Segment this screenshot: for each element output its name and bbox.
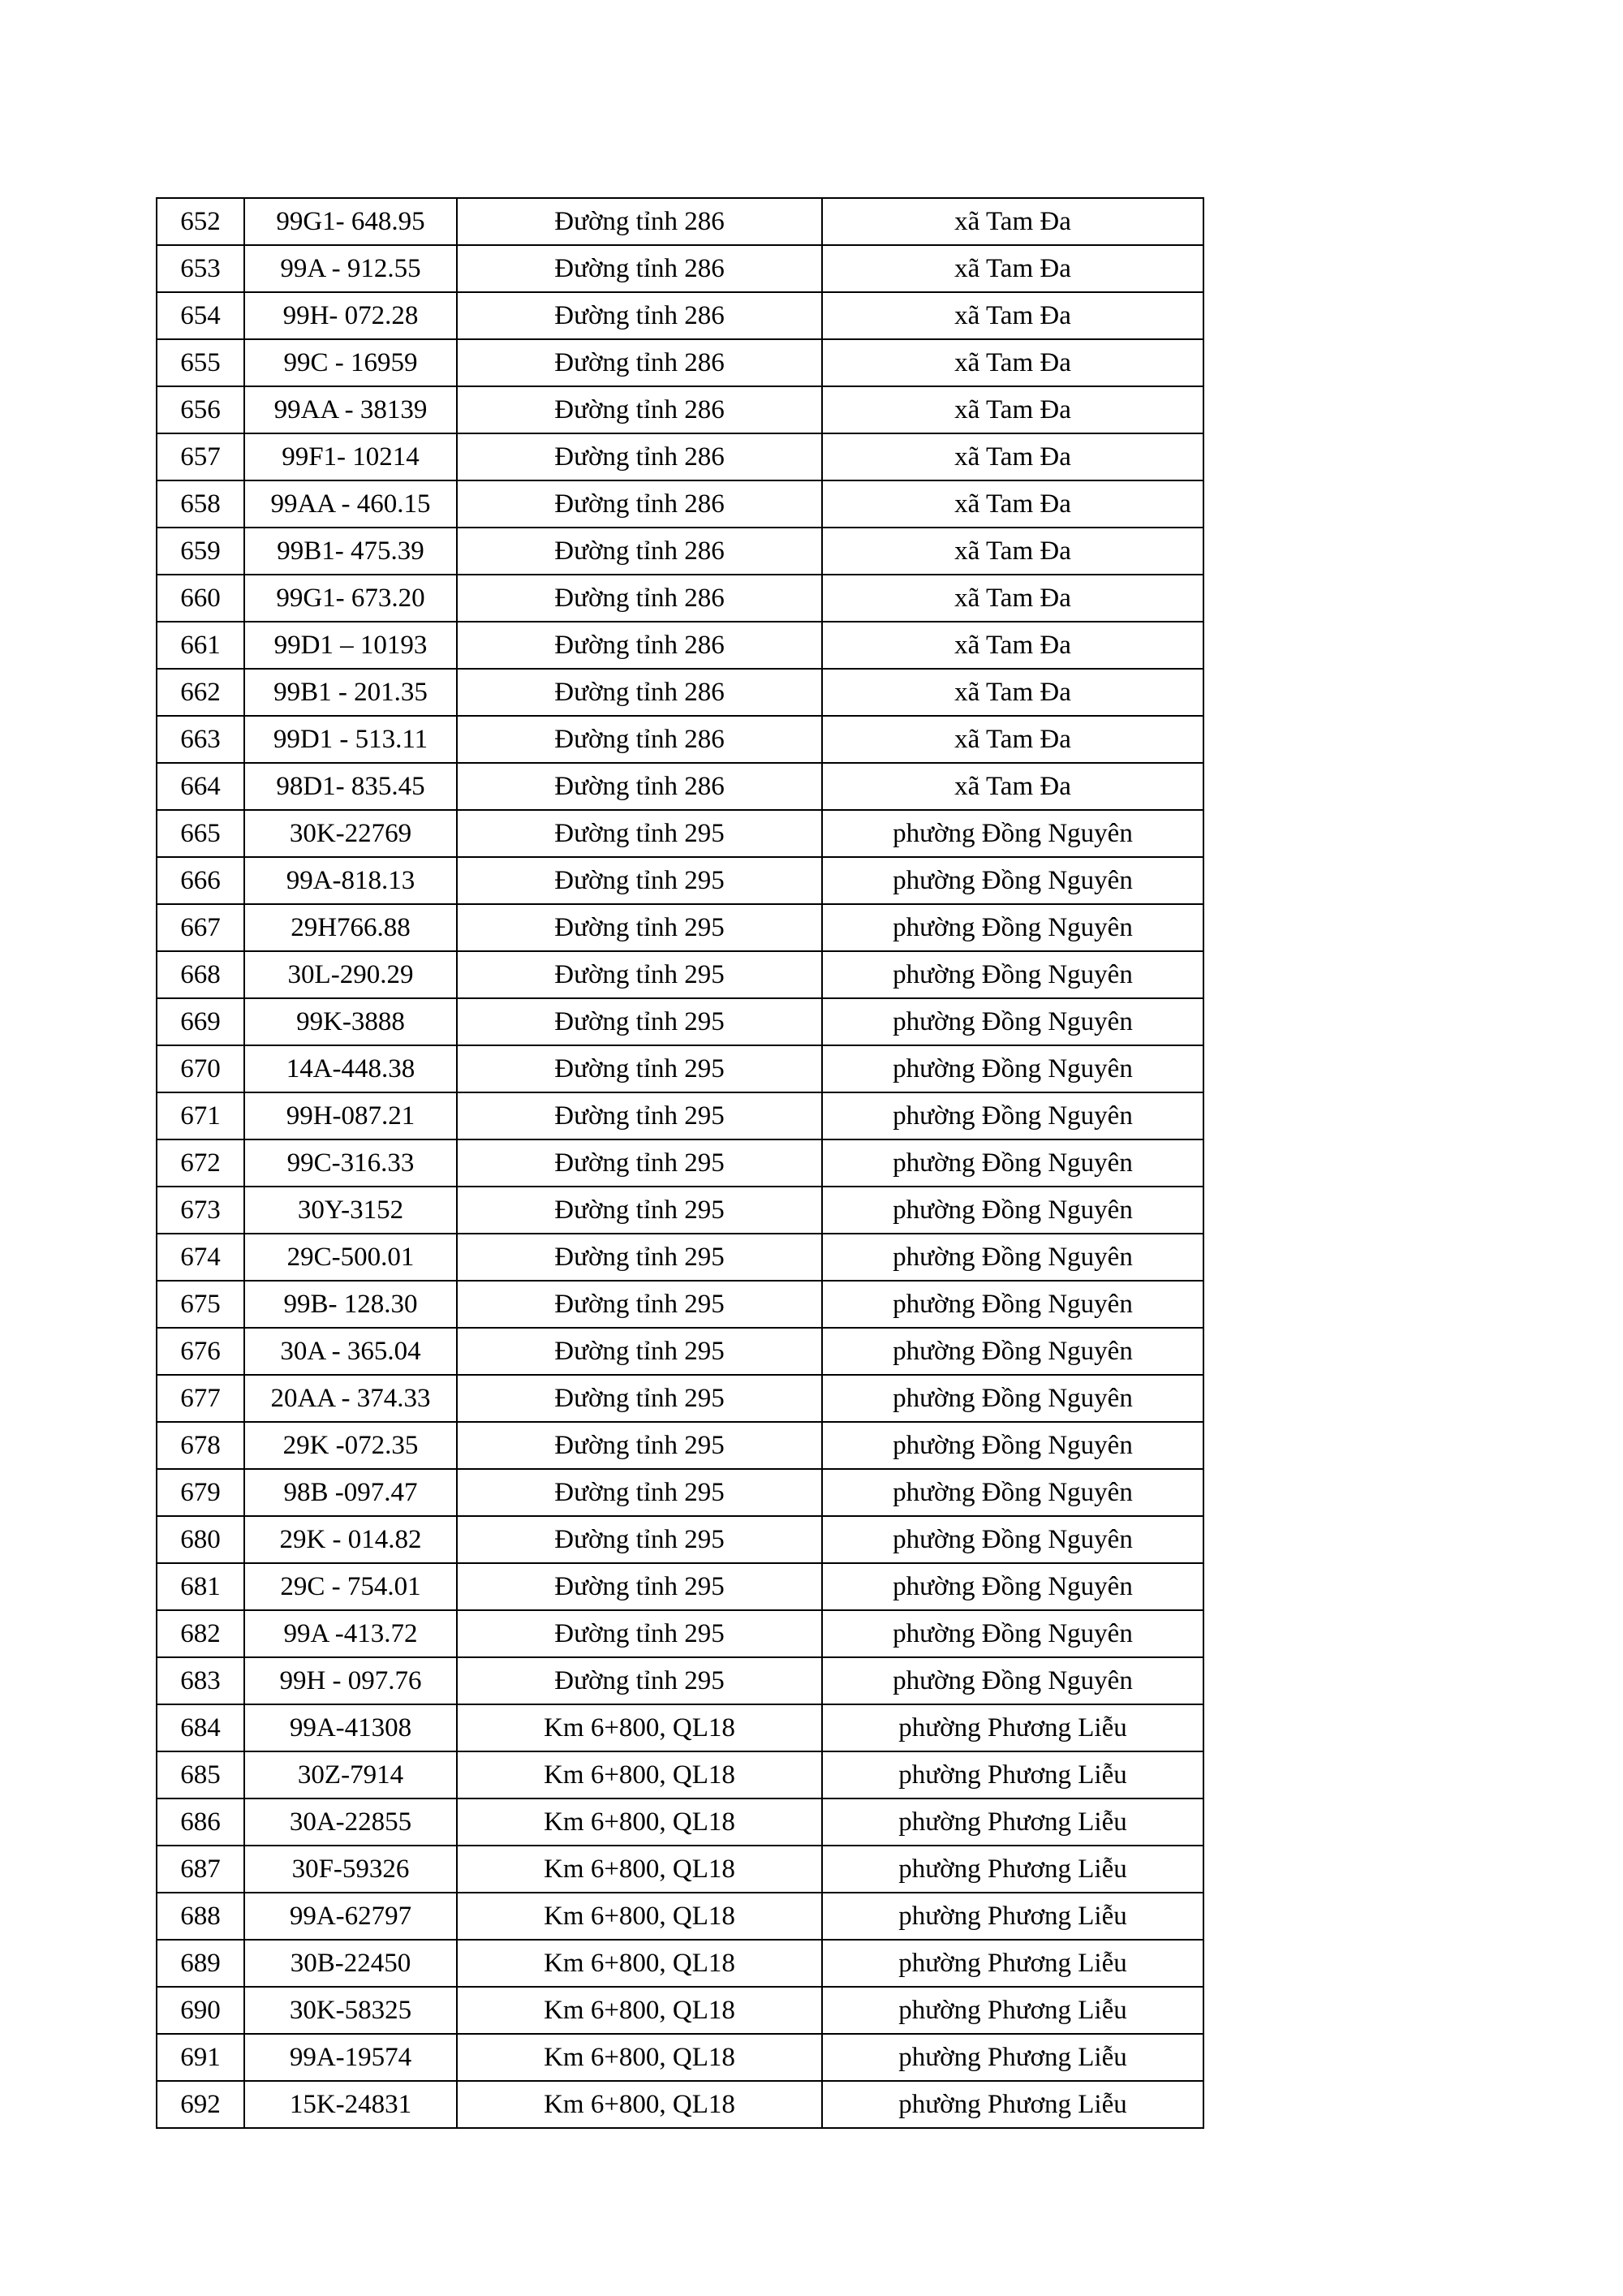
cell-ward: phường Đồng Nguyên [822, 1422, 1203, 1469]
cell-ward: xã Tam Đa [822, 245, 1203, 292]
table-row [157, 1092, 1203, 1139]
cell-location: Km 6+800, QL18 [457, 1704, 822, 1751]
cell-plate-number: 30K-58325 [244, 1987, 457, 2034]
table-row [157, 339, 1203, 386]
cell-plate-number: 99C-316.33 [244, 1139, 457, 1187]
cell-plate-number: 99H- 072.28 [244, 292, 457, 339]
cell-plate-number: 99B- 128.30 [244, 1281, 457, 1328]
cell-index: 687 [157, 1846, 244, 1893]
cell-index: 683 [157, 1657, 244, 1704]
table-body [157, 198, 1203, 2128]
cell-index: 685 [157, 1751, 244, 1798]
cell-location: Đường tỉnh 295 [457, 1328, 822, 1375]
cell-location: Km 6+800, QL18 [457, 1893, 822, 1940]
cell-index: 688 [157, 1893, 244, 1940]
cell-location: Đường tỉnh 295 [457, 1469, 822, 1516]
cell-index: 652 [157, 198, 244, 245]
cell-ward: phường Phương Liễu [822, 1798, 1203, 1846]
cell-ward: xã Tam Đa [822, 339, 1203, 386]
table-row [157, 716, 1203, 763]
cell-location: Đường tỉnh 286 [457, 669, 822, 716]
cell-location: Đường tỉnh 295 [457, 1422, 822, 1469]
table-row [157, 622, 1203, 669]
cell-location: Km 6+800, QL18 [457, 1798, 822, 1846]
cell-plate-number: 29C-500.01 [244, 1234, 457, 1281]
cell-index: 679 [157, 1469, 244, 1516]
cell-location: Đường tỉnh 295 [457, 1610, 822, 1657]
table-row [157, 810, 1203, 857]
cell-index: 681 [157, 1563, 244, 1610]
cell-plate-number: 99G1- 673.20 [244, 575, 457, 622]
cell-plate-number: 30Z-7914 [244, 1751, 457, 1798]
cell-location: Đường tỉnh 286 [457, 245, 822, 292]
cell-ward: xã Tam Đa [822, 386, 1203, 433]
cell-plate-number: 29C - 754.01 [244, 1563, 457, 1610]
cell-location: Đường tỉnh 295 [457, 810, 822, 857]
cell-location: Đường tỉnh 286 [457, 339, 822, 386]
table-row [157, 1940, 1203, 1987]
cell-plate-number: 99A-41308 [244, 1704, 457, 1751]
cell-index: 663 [157, 716, 244, 763]
cell-plate-number: 99AA - 38139 [244, 386, 457, 433]
cell-plate-number: 30L-290.29 [244, 951, 457, 998]
table-row [157, 1375, 1203, 1422]
cell-ward: phường Đồng Nguyên [822, 1092, 1203, 1139]
cell-index: 667 [157, 904, 244, 951]
cell-location: Đường tỉnh 295 [457, 998, 822, 1045]
cell-ward: xã Tam Đa [822, 292, 1203, 339]
cell-index: 662 [157, 669, 244, 716]
cell-ward: phường Phương Liễu [822, 1846, 1203, 1893]
cell-location: Đường tỉnh 295 [457, 1375, 822, 1422]
cell-index: 654 [157, 292, 244, 339]
table-row [157, 1516, 1203, 1563]
cell-index: 669 [157, 998, 244, 1045]
cell-plate-number: 99A-62797 [244, 1893, 457, 1940]
cell-plate-number: 15K-24831 [244, 2081, 457, 2128]
table-row [157, 1328, 1203, 1375]
cell-ward: xã Tam Đa [822, 669, 1203, 716]
cell-ward: phường Đồng Nguyên [822, 1328, 1203, 1375]
cell-location: Đường tỉnh 295 [457, 1563, 822, 1610]
cell-location: Đường tỉnh 286 [457, 575, 822, 622]
cell-ward: phường Đồng Nguyên [822, 998, 1203, 1045]
cell-ward: phường Đồng Nguyên [822, 857, 1203, 904]
table-row [157, 198, 1203, 245]
cell-plate-number: 30K-22769 [244, 810, 457, 857]
cell-ward: phường Đồng Nguyên [822, 904, 1203, 951]
table-row [157, 480, 1203, 528]
table-row [157, 1234, 1203, 1281]
cell-index: 689 [157, 1940, 244, 1987]
cell-index: 655 [157, 339, 244, 386]
table-row [157, 1281, 1203, 1328]
table-row [157, 1657, 1203, 1704]
table-row [157, 1045, 1203, 1092]
cell-plate-number: 30F-59326 [244, 1846, 457, 1893]
cell-location: Đường tỉnh 295 [457, 1516, 822, 1563]
vehicle-registration-table [156, 197, 1204, 2129]
cell-ward: phường Phương Liễu [822, 1987, 1203, 2034]
cell-index: 673 [157, 1187, 244, 1234]
cell-index: 691 [157, 2034, 244, 2081]
cell-plate-number: 99H - 097.76 [244, 1657, 457, 1704]
cell-index: 659 [157, 528, 244, 575]
cell-index: 658 [157, 480, 244, 528]
table-row [157, 2034, 1203, 2081]
cell-location: Đường tỉnh 295 [457, 1657, 822, 1704]
table-row [157, 1987, 1203, 2034]
cell-ward: phường Đồng Nguyên [822, 1375, 1203, 1422]
cell-ward: xã Tam Đa [822, 575, 1203, 622]
cell-location: Km 6+800, QL18 [457, 2034, 822, 2081]
table-row [157, 951, 1203, 998]
cell-index: 682 [157, 1610, 244, 1657]
cell-ward: phường Phương Liễu [822, 1940, 1203, 1987]
table-row [157, 2081, 1203, 2128]
cell-ward: phường Đồng Nguyên [822, 1469, 1203, 1516]
cell-location: Đường tỉnh 286 [457, 528, 822, 575]
cell-ward: xã Tam Đa [822, 716, 1203, 763]
cell-index: 692 [157, 2081, 244, 2128]
cell-location: Km 6+800, QL18 [457, 1940, 822, 1987]
cell-ward: phường Đồng Nguyên [822, 1139, 1203, 1187]
cell-ward: phường Đồng Nguyên [822, 1516, 1203, 1563]
cell-index: 672 [157, 1139, 244, 1187]
cell-location: Đường tỉnh 286 [457, 622, 822, 669]
cell-plate-number: 29H766.88 [244, 904, 457, 951]
cell-index: 675 [157, 1281, 244, 1328]
cell-location: Đường tỉnh 286 [457, 480, 822, 528]
cell-ward: xã Tam Đa [822, 480, 1203, 528]
cell-index: 664 [157, 763, 244, 810]
cell-location: Km 6+800, QL18 [457, 1987, 822, 2034]
cell-location: Km 6+800, QL18 [457, 1846, 822, 1893]
cell-ward: phường Phương Liễu [822, 2081, 1203, 2128]
cell-plate-number: 29K - 014.82 [244, 1516, 457, 1563]
table-row [157, 1893, 1203, 1940]
cell-index: 670 [157, 1045, 244, 1092]
cell-ward: phường Phương Liễu [822, 1704, 1203, 1751]
cell-plate-number: 99B1 - 201.35 [244, 669, 457, 716]
cell-ward: xã Tam Đa [822, 622, 1203, 669]
table-row [157, 528, 1203, 575]
cell-location: Đường tỉnh 295 [457, 1092, 822, 1139]
cell-index: 657 [157, 433, 244, 480]
cell-index: 680 [157, 1516, 244, 1563]
cell-location: Đường tỉnh 286 [457, 386, 822, 433]
cell-index: 677 [157, 1375, 244, 1422]
cell-ward: phường Đồng Nguyên [822, 1281, 1203, 1328]
cell-ward: xã Tam Đa [822, 433, 1203, 480]
cell-location: Đường tỉnh 295 [457, 1139, 822, 1187]
table-row [157, 669, 1203, 716]
table-row [157, 433, 1203, 480]
cell-plate-number: 30A - 365.04 [244, 1328, 457, 1375]
table-container [156, 197, 1203, 2129]
cell-plate-number: 99K-3888 [244, 998, 457, 1045]
cell-ward: phường Đồng Nguyên [822, 1187, 1203, 1234]
cell-index: 653 [157, 245, 244, 292]
table-row [157, 1422, 1203, 1469]
cell-index: 665 [157, 810, 244, 857]
cell-location: Đường tỉnh 295 [457, 1187, 822, 1234]
table-row [157, 1751, 1203, 1798]
cell-plate-number: 99A-19574 [244, 2034, 457, 2081]
cell-index: 666 [157, 857, 244, 904]
cell-ward: phường Đồng Nguyên [822, 1610, 1203, 1657]
cell-index: 661 [157, 622, 244, 669]
cell-plate-number: 14A-448.38 [244, 1045, 457, 1092]
cell-location: Đường tỉnh 295 [457, 1234, 822, 1281]
cell-location: Đường tỉnh 295 [457, 1281, 822, 1328]
cell-plate-number: 99A-818.13 [244, 857, 457, 904]
cell-plate-number: 99G1- 648.95 [244, 198, 457, 245]
cell-index: 686 [157, 1798, 244, 1846]
table-row [157, 386, 1203, 433]
cell-index: 676 [157, 1328, 244, 1375]
cell-location: Km 6+800, QL18 [457, 2081, 822, 2128]
cell-plate-number: 98B -097.47 [244, 1469, 457, 1516]
cell-location: Đường tỉnh 286 [457, 433, 822, 480]
cell-plate-number: 30B-22450 [244, 1940, 457, 1987]
cell-ward: phường Phương Liễu [822, 2034, 1203, 2081]
table-row [157, 1563, 1203, 1610]
cell-ward: phường Đồng Nguyên [822, 1563, 1203, 1610]
cell-location: Km 6+800, QL18 [457, 1751, 822, 1798]
table-row [157, 857, 1203, 904]
cell-plate-number: 30A-22855 [244, 1798, 457, 1846]
cell-ward: phường Phương Liễu [822, 1751, 1203, 1798]
table-row [157, 904, 1203, 951]
cell-ward: xã Tam Đa [822, 763, 1203, 810]
cell-ward: phường Đồng Nguyên [822, 810, 1203, 857]
cell-location: Đường tỉnh 286 [457, 292, 822, 339]
cell-index: 684 [157, 1704, 244, 1751]
cell-plate-number: 99D1 - 513.11 [244, 716, 457, 763]
cell-plate-number: 99F1- 10214 [244, 433, 457, 480]
table-row [157, 575, 1203, 622]
cell-index: 660 [157, 575, 244, 622]
table-row [157, 1139, 1203, 1187]
table-row [157, 245, 1203, 292]
cell-plate-number: 30Y-3152 [244, 1187, 457, 1234]
cell-plate-number: 99A - 912.55 [244, 245, 457, 292]
cell-ward: phường Phương Liễu [822, 1893, 1203, 1940]
cell-index: 656 [157, 386, 244, 433]
cell-location: Đường tỉnh 295 [457, 904, 822, 951]
cell-plate-number: 99H-087.21 [244, 1092, 457, 1139]
cell-index: 668 [157, 951, 244, 998]
cell-location: Đường tỉnh 286 [457, 716, 822, 763]
table-row [157, 1846, 1203, 1893]
cell-plate-number: 99AA - 460.15 [244, 480, 457, 528]
cell-ward: phường Đồng Nguyên [822, 1234, 1203, 1281]
cell-index: 674 [157, 1234, 244, 1281]
cell-plate-number: 98D1- 835.45 [244, 763, 457, 810]
cell-location: Đường tỉnh 295 [457, 1045, 822, 1092]
table-row [157, 1798, 1203, 1846]
cell-plate-number: 99C - 16959 [244, 339, 457, 386]
cell-location: Đường tỉnh 295 [457, 857, 822, 904]
cell-plate-number: 20AA - 374.33 [244, 1375, 457, 1422]
cell-plate-number: 99A -413.72 [244, 1610, 457, 1657]
cell-ward: xã Tam Đa [822, 198, 1203, 245]
cell-index: 690 [157, 1987, 244, 2034]
cell-plate-number: 29K -072.35 [244, 1422, 457, 1469]
cell-location: Đường tỉnh 295 [457, 951, 822, 998]
table-row [157, 763, 1203, 810]
cell-location: Đường tỉnh 286 [457, 763, 822, 810]
table-row [157, 1704, 1203, 1751]
cell-index: 678 [157, 1422, 244, 1469]
cell-ward: phường Đồng Nguyên [822, 1045, 1203, 1092]
cell-plate-number: 99B1- 475.39 [244, 528, 457, 575]
table-row [157, 1187, 1203, 1234]
cell-location: Đường tỉnh 286 [457, 198, 822, 245]
table-row [157, 1469, 1203, 1516]
cell-index: 671 [157, 1092, 244, 1139]
cell-ward: xã Tam Đa [822, 528, 1203, 575]
table-row [157, 998, 1203, 1045]
cell-ward: phường Đồng Nguyên [822, 1657, 1203, 1704]
cell-plate-number: 99D1 – 10193 [244, 622, 457, 669]
cell-ward: phường Đồng Nguyên [822, 951, 1203, 998]
table-row [157, 1610, 1203, 1657]
table-row [157, 292, 1203, 339]
